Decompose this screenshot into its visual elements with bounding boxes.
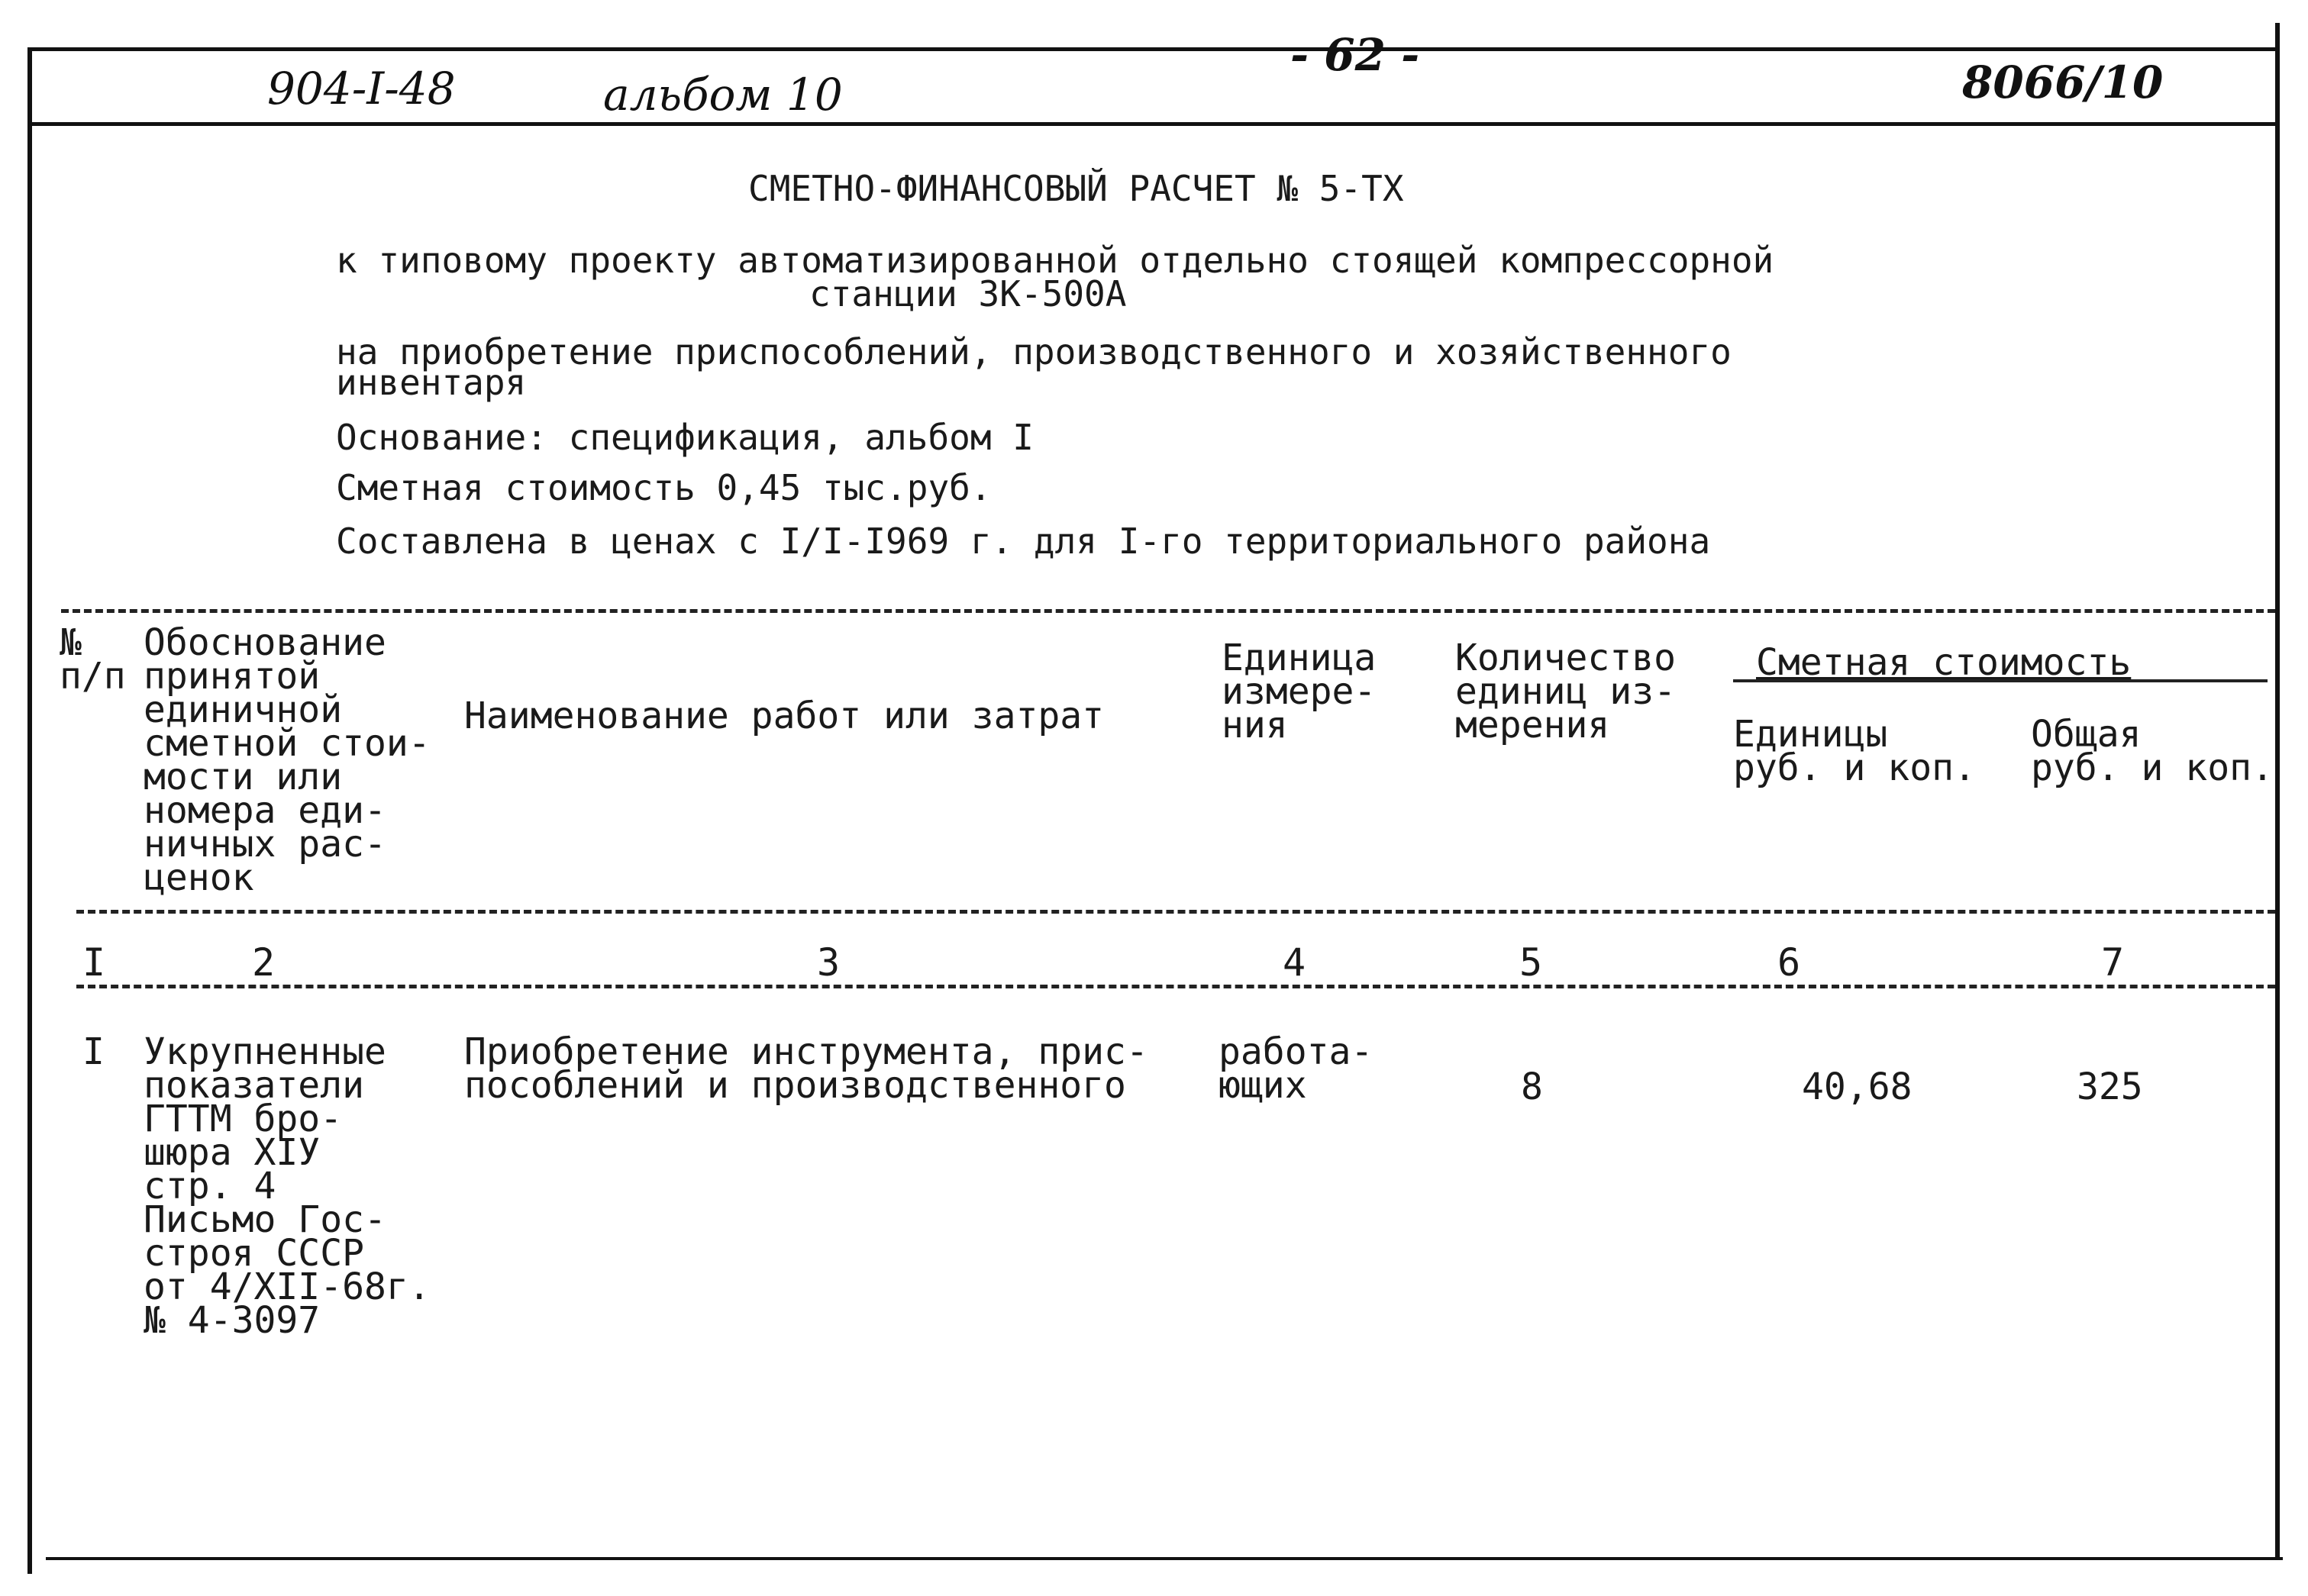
prices-line: Составлена в ценах с I/I-I969 г. для I-го территориального района (336, 521, 1711, 562)
cost-group-rule (1733, 679, 2268, 682)
header-unit-cost: Единицы руб. и коп. (1733, 713, 1976, 789)
project-code: 904-I-48 (267, 63, 456, 114)
table-top-rule (61, 609, 2275, 613)
column-number-7: 7 (2101, 940, 2125, 985)
row-total-cost: 325 (2077, 1066, 2143, 1108)
album-label: альбом 10 (603, 69, 843, 121)
frame-top-border (27, 47, 2280, 51)
header-total-cost: Общая руб. и коп. (2031, 713, 2274, 789)
column-number-5: 5 (1519, 940, 1543, 985)
description-line-1a: к типовому проекту автоматизированной отдельно стоящей компрессорной (336, 240, 1774, 281)
column-number-2: 2 (252, 940, 276, 985)
column-number-3: 3 (817, 940, 841, 985)
column-numbers-rule (76, 985, 2275, 988)
estimated-cost-line: Сметная стоимость 0,45 тыс.руб. (336, 467, 992, 508)
row-name: Приобретение инструмента, прис- пособлений и производственного (464, 1030, 1148, 1107)
column-number-1: I (82, 940, 106, 985)
page-number: - 62 - (1290, 29, 1420, 81)
header-unit: Единица измере- ния (1222, 637, 1377, 746)
frame-bottom-border (46, 1557, 2283, 1560)
row-unit-cost: 40,68 (1802, 1066, 1913, 1108)
frame-right-border (2275, 23, 2280, 1557)
header-quantity: Количество единиц из- мерения (1455, 637, 1676, 746)
frame-left-border (27, 47, 32, 1574)
column-number-6: 6 (1777, 940, 1801, 985)
header-separator (27, 122, 2280, 126)
column-number-4: 4 (1283, 940, 1306, 985)
row-basis: Укрупненные показатели ГТТМ бро- шюра XIУ стр. 4 Письмо Гос- строя СССР от 4/XII-68г. № 4-3097 (144, 1030, 431, 1342)
basis-line: Основание: спецификация, альбом I (336, 417, 1034, 458)
sheet-code: 8066/10 (1962, 56, 2164, 108)
header-bottom-rule (76, 910, 2275, 914)
description-line-1b: станции ЗК-500А (809, 273, 1127, 314)
header-cost-group: Сметная стоимость (1756, 641, 2132, 684)
row-number: I (82, 1030, 105, 1073)
header-name: Наименование работ или затрат (464, 695, 1105, 737)
row-unit: работа- ющих (1219, 1030, 1374, 1107)
row-quantity: 8 (1521, 1066, 1543, 1108)
document-title: СМЕТНО-ФИНАНСОВЫЙ РАСЧЕТ № 5-ТХ (748, 168, 1404, 209)
description-line-2a: на приобретение приспособлений, производственного и хозяйственного (336, 331, 1732, 372)
header-number: № п/п (60, 621, 126, 698)
description-line-2b: инвентаря (336, 362, 527, 403)
header-basis: Обоснование принятой единичной сметной стои- мости или номера еди- ничных рас- ценок (144, 621, 431, 899)
